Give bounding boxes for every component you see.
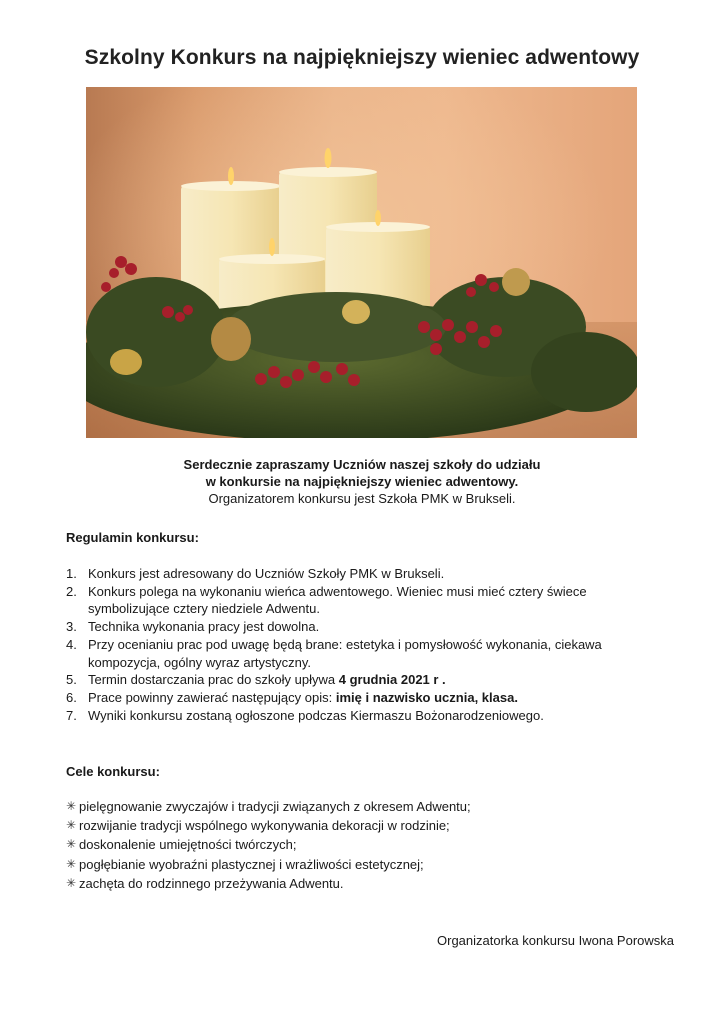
goal-text: pielęgnowanie zwyczajów i tradycji związanych z okresem Adwentu; xyxy=(79,799,471,814)
rule-number: 5. xyxy=(66,672,77,688)
organizer-signature: Organizatorka konkursu Iwona Porowska xyxy=(437,933,675,948)
rule-number: 3. xyxy=(66,619,77,635)
goal-item xyxy=(66,835,666,854)
rule-text: Konkurs jest adresowany do Uczniów Szkoły PMK w Brukseli. xyxy=(88,566,445,581)
goal-item xyxy=(66,855,666,874)
asterisk-bullet-icon: ✳ xyxy=(66,837,77,852)
goal-item xyxy=(66,816,666,835)
rule-number: 4. xyxy=(66,636,77,652)
rule-text-regular: Prace powinny zawierać następujący opis: xyxy=(88,689,336,705)
rule-text: Przy ocenianiu prac pod uwagę będą brane: estetyka i pomysłowość wykonania, ciekawa kompozycja, ogólny wyraz artystyczny. xyxy=(88,636,602,670)
intro-invitation-line1: Serdecznie zapraszamy Uczniów naszej szkoły do udziału xyxy=(183,457,541,472)
asterisk-bullet-icon: ✳ xyxy=(66,875,77,890)
rule-number: 6. xyxy=(66,689,77,705)
advent-wreath-illustration xyxy=(86,87,637,438)
page-title: Szkolny Konkurs na najpiękniejszy wieniec adwentowy xyxy=(84,46,640,69)
goal-text: zachęta do rodzinnego przeżywania Adwentu. xyxy=(79,875,344,891)
rules-list xyxy=(66,565,666,724)
required-description: imię i nazwisko ucznia, klasa. xyxy=(335,689,518,705)
rule-text-regular: Termin dostarczania prac do szkoły upływa xyxy=(88,672,339,688)
intro-organizer-line: Organizatorem konkursu jest Szkoła PMK w Brukseli. xyxy=(208,491,516,506)
rule-item xyxy=(66,671,666,689)
asterisk-bullet-icon: ✳ xyxy=(66,799,77,813)
goal-item xyxy=(66,874,666,893)
intro-block xyxy=(0,456,724,507)
rule-item xyxy=(66,583,666,618)
goal-text: rozwijanie tradycji wspólnego wykonywania dekoracji w rodzinie; xyxy=(79,818,450,834)
rule-number: 1. xyxy=(66,566,77,581)
rule-item xyxy=(66,565,666,583)
rule-item xyxy=(66,707,666,725)
goal-text: doskonalenie umiejętności twórczych; xyxy=(79,837,297,853)
goals-list xyxy=(66,797,666,893)
rule-text xyxy=(88,671,666,689)
deadline-date: 4 grudnia 2021 r . xyxy=(338,672,446,688)
rule-item xyxy=(66,636,666,671)
rule-text: Technika wykonania pracy jest dowolna. xyxy=(88,619,320,635)
rule-number: 7. xyxy=(66,707,77,723)
rule-number: 2. xyxy=(66,583,77,599)
rule-text: Konkurs polega na wykonaniu wieńca adwentowego. Wieniec musi mieć cztery świece symbolizujące cztery niedziele Adwentu. xyxy=(88,583,587,617)
asterisk-bullet-icon: ✳ xyxy=(66,818,77,833)
goal-item xyxy=(66,797,666,816)
asterisk-bullet-icon: ✳ xyxy=(66,856,77,871)
goals-heading: Cele konkursu: xyxy=(66,764,160,779)
rule-item xyxy=(66,618,666,636)
rule-text xyxy=(88,689,666,707)
goal-text: pogłębianie wyobraźni plastycznej i wrażliwości estetycznej; xyxy=(79,856,424,872)
rule-item xyxy=(66,689,666,707)
advent-wreath-image xyxy=(86,87,637,438)
intro-invitation-line2: w konkursie na najpiękniejszy wieniec adwentowy. xyxy=(205,474,519,489)
rules-heading: Regulamin konkursu: xyxy=(66,530,199,545)
rule-text: Wyniki konkursu zostaną ogłoszone podczas Kiermaszu Bożonarodzeniowego. xyxy=(88,707,544,723)
